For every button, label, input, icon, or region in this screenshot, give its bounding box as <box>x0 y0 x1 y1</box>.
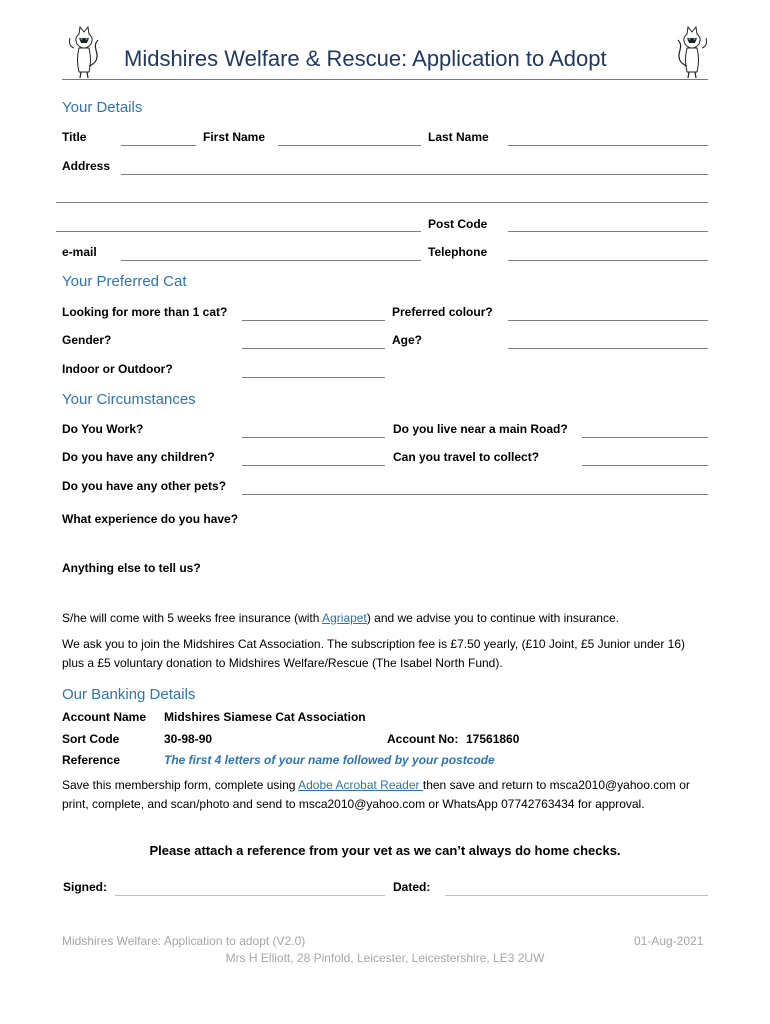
other-pets-field[interactable] <box>242 494 708 495</box>
main-road-field[interactable] <box>582 437 708 438</box>
siamese-cat-logo-right-icon <box>672 26 712 80</box>
post-code-label: Post Code <box>428 217 488 231</box>
title-field[interactable] <box>121 145 196 146</box>
telephone-label: Telephone <box>428 245 488 259</box>
instructions-paragraph <box>62 776 710 814</box>
anything-else-label: Anything else to tell us? <box>62 561 201 575</box>
section-heading-preferred-cat: Your Preferred Cat <box>62 273 187 290</box>
experience-field[interactable] <box>62 528 708 554</box>
page-title: Midshires Welfare & Rescue: Application to Adopt <box>124 46 607 71</box>
sort-code-label: Sort Code <box>62 732 120 746</box>
age-field[interactable] <box>508 348 708 349</box>
footer-document-name: Midshires Welfare: Application to adopt (V2.0) <box>62 934 306 948</box>
first-name-label: First Name <box>203 130 266 144</box>
address-label: Address <box>62 159 111 173</box>
instructions-text-after: then save and return to msca2010@yahoo.com or print, complete, and scan/photo and send to msca2010@yahoo.com or WhatsApp 07742763434 for approval. <box>62 778 690 811</box>
work-field[interactable] <box>242 437 385 438</box>
insurance-text-after: ) and we advise you to continue with insurance. <box>366 611 619 625</box>
work-label: Do You Work? <box>62 422 144 436</box>
footer-date: 01-Aug-2021 <box>634 934 704 948</box>
vet-reference-note: Please attach a reference from your vet as we can’t always do home checks. <box>149 843 621 858</box>
account-no-value: 17561860 <box>466 732 520 746</box>
address-field-line-3[interactable] <box>56 231 421 232</box>
insurance-paragraph <box>62 609 722 628</box>
age-label: Age? <box>392 333 422 347</box>
travel-label: Can you travel to collect? <box>393 450 540 464</box>
instructions-text-before: Save this membership form, complete using <box>62 778 299 792</box>
section-heading-banking: Our Banking Details <box>62 686 196 703</box>
siamese-cat-logo-left-icon <box>64 26 104 80</box>
telephone-field[interactable] <box>508 260 708 261</box>
more-than-one-cat-field[interactable] <box>242 320 385 321</box>
last-name-field[interactable] <box>508 145 708 146</box>
more-than-one-cat-label: Looking for more than 1 cat? <box>62 305 228 319</box>
email-field[interactable] <box>121 260 421 261</box>
account-name-value: Midshires Siamese Cat Association <box>164 710 366 724</box>
post-code-field[interactable] <box>508 231 708 232</box>
children-label: Do you have any children? <box>62 450 215 464</box>
indoor-outdoor-field[interactable] <box>242 377 385 378</box>
travel-field[interactable] <box>582 465 708 466</box>
address-field-line-1[interactable] <box>121 174 708 175</box>
experience-label: What experience do you have? <box>62 512 239 526</box>
gender-label: Gender? <box>62 333 112 347</box>
account-no-label: Account No: <box>387 732 459 746</box>
indoor-outdoor-label: Indoor or Outdoor? <box>62 362 173 376</box>
gender-field[interactable] <box>242 348 385 349</box>
dated-label: Dated: <box>393 880 431 894</box>
first-name-field[interactable] <box>278 145 421 146</box>
anything-else-field[interactable] <box>62 577 708 605</box>
reference-value: The first 4 letters of your name followed by your postcode <box>164 753 495 767</box>
agriapet-link[interactable]: Agriapet <box>322 611 367 625</box>
preferred-colour-field[interactable] <box>508 320 708 321</box>
date-field[interactable] <box>445 895 708 896</box>
signature-field[interactable] <box>115 895 385 896</box>
association-paragraph: We ask you to join the Midshires Cat Association. The subscription fee is £7.50 yearly, (£10 Joint, £5 Junior under 16) plus a £5 voluntary donation to Midshires Welfare/Rescue (The Isabel North Fund). <box>62 637 685 670</box>
address-field-line-2[interactable] <box>56 202 708 203</box>
children-field[interactable] <box>242 465 385 466</box>
main-road-label: Do you live near a main Road? <box>393 422 568 436</box>
preferred-colour-label: Preferred colour? <box>392 305 493 319</box>
last-name-label: Last Name <box>428 130 489 144</box>
title-label: Title <box>62 130 87 144</box>
footer-address: Mrs H Elliott, 28 Pinfold, Leicester, Leicestershire, LE3 2UW <box>225 951 545 965</box>
account-name-label: Account Name <box>62 710 147 724</box>
section-heading-your-details: Your Details <box>62 99 143 116</box>
email-label: e-mail <box>62 245 97 259</box>
reference-label: Reference <box>62 753 121 767</box>
sort-code-value: 30-98-90 <box>164 732 213 746</box>
signed-label: Signed: <box>63 880 107 894</box>
adobe-reader-link[interactable]: Adobe Acrobat Reader <box>298 778 423 792</box>
title-rule <box>62 79 708 80</box>
section-heading-circumstances: Your Circumstances <box>62 391 196 408</box>
insurance-text-before: S/he will come with 5 weeks free insurance (with <box>62 611 323 625</box>
other-pets-label: Do you have any other pets? <box>62 479 227 493</box>
